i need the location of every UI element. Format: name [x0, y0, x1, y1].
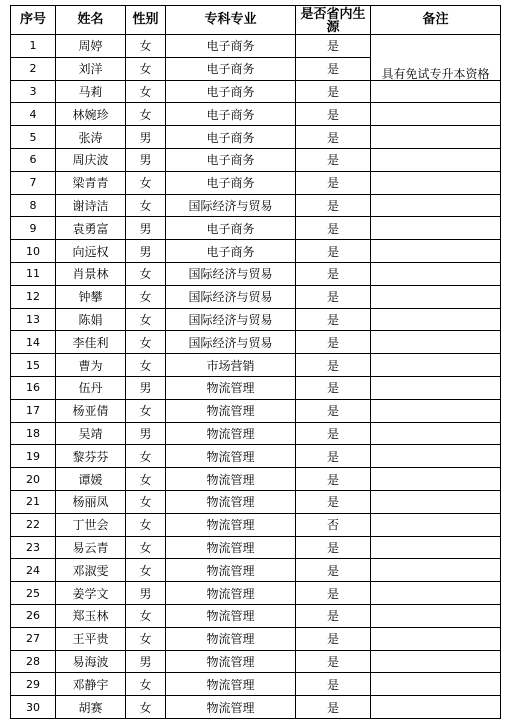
cell-no: 12 [11, 285, 56, 308]
cell-name: 肖景林 [56, 262, 126, 285]
cell-no: 20 [11, 468, 56, 491]
cell-in-province: 是 [296, 627, 371, 650]
cell-name: 杨丽凤 [56, 490, 126, 513]
cell-gender: 女 [126, 399, 166, 422]
table-row [11, 308, 501, 331]
table-row [11, 217, 501, 240]
table-row [11, 35, 501, 58]
table-row [11, 627, 501, 650]
cell-no: 22 [11, 513, 56, 536]
cell-gender: 女 [126, 559, 166, 582]
cell-major: 物流管理 [166, 673, 296, 696]
table-row [11, 445, 501, 468]
cell-note [371, 536, 501, 559]
cell-gender: 女 [126, 490, 166, 513]
cell-gender: 男 [126, 422, 166, 445]
cell-major: 市场营销 [166, 354, 296, 377]
cell-note [371, 354, 501, 377]
cell-major: 电子商务 [166, 57, 296, 80]
table-row [11, 673, 501, 696]
cell-gender: 男 [126, 240, 166, 263]
cell-no: 1 [11, 35, 56, 58]
cell-in-province: 是 [296, 308, 371, 331]
cell-in-province: 是 [296, 285, 371, 308]
cell-gender: 女 [126, 194, 166, 217]
cell-major: 物流管理 [166, 399, 296, 422]
cell-in-province: 是 [296, 445, 371, 468]
cell-gender: 女 [126, 308, 166, 331]
cell-name: 黎芬芬 [56, 445, 126, 468]
roster-body [11, 35, 501, 719]
cell-major: 电子商务 [166, 148, 296, 171]
table-row [11, 399, 501, 422]
cell-gender: 女 [126, 171, 166, 194]
cell-gender: 女 [126, 468, 166, 491]
cell-note [371, 217, 501, 240]
cell-major: 物流管理 [166, 376, 296, 399]
table-row [11, 513, 501, 536]
cell-major: 国际经济与贸易 [166, 331, 296, 354]
cell-no: 29 [11, 673, 56, 696]
cell-no: 18 [11, 422, 56, 445]
cell-note [371, 399, 501, 422]
cell-note [371, 422, 501, 445]
cell-in-province: 是 [296, 490, 371, 513]
header-name: 姓名 [56, 6, 126, 35]
cell-no: 17 [11, 399, 56, 422]
cell-no: 14 [11, 331, 56, 354]
cell-major: 国际经济与贸易 [166, 262, 296, 285]
cell-major: 电子商务 [166, 217, 296, 240]
cell-gender: 男 [126, 582, 166, 605]
cell-gender: 女 [126, 696, 166, 719]
cell-name: 钟攀 [56, 285, 126, 308]
cell-note [371, 376, 501, 399]
cell-in-province: 是 [296, 57, 371, 80]
cell-note [371, 331, 501, 354]
header-note: 备注 [371, 6, 501, 35]
cell-in-province: 是 [296, 559, 371, 582]
cell-in-province: 是 [296, 696, 371, 719]
cell-in-province: 否 [296, 513, 371, 536]
cell-name: 胡赛 [56, 696, 126, 719]
cell-in-province: 是 [296, 536, 371, 559]
cell-major: 国际经济与贸易 [166, 194, 296, 217]
cell-note [371, 262, 501, 285]
table-row [11, 376, 501, 399]
cell-no: 16 [11, 376, 56, 399]
cell-name: 周婷 [56, 35, 126, 58]
cell-note [371, 673, 501, 696]
cell-note [371, 582, 501, 605]
cell-name: 杨亚倩 [56, 399, 126, 422]
cell-name: 王平贵 [56, 627, 126, 650]
cell-major: 物流管理 [166, 536, 296, 559]
cell-major: 物流管理 [166, 445, 296, 468]
cell-in-province: 是 [296, 582, 371, 605]
cell-name: 曹为 [56, 354, 126, 377]
cell-gender: 女 [126, 536, 166, 559]
table-row [11, 171, 501, 194]
cell-note [371, 627, 501, 650]
table-row [11, 422, 501, 445]
cell-major: 物流管理 [166, 582, 296, 605]
cell-in-province: 是 [296, 194, 371, 217]
table-row [11, 126, 501, 149]
table-row [11, 331, 501, 354]
cell-gender: 男 [126, 148, 166, 171]
table-row [11, 559, 501, 582]
cell-in-province: 是 [296, 240, 371, 263]
cell-no: 3 [11, 80, 56, 103]
table-row [11, 240, 501, 263]
cell-name: 邓淑雯 [56, 559, 126, 582]
cell-no: 8 [11, 194, 56, 217]
cell-gender: 女 [126, 80, 166, 103]
cell-note [371, 490, 501, 513]
cell-no: 23 [11, 536, 56, 559]
cell-major: 物流管理 [166, 468, 296, 491]
cell-note [371, 650, 501, 673]
note-cell-top [371, 35, 501, 81]
table-row [11, 103, 501, 126]
cell-in-province: 是 [296, 148, 371, 171]
cell-name: 张涛 [56, 126, 126, 149]
cell-gender: 男 [126, 126, 166, 149]
cell-no: 28 [11, 650, 56, 673]
cell-name: 林婉珍 [56, 103, 126, 126]
cell-gender: 男 [126, 217, 166, 240]
cell-gender: 男 [126, 376, 166, 399]
cell-in-province: 是 [296, 80, 371, 103]
cell-name: 向远权 [56, 240, 126, 263]
table-row [11, 604, 501, 627]
cell-name: 丁世会 [56, 513, 126, 536]
cell-in-province: 是 [296, 468, 371, 491]
cell-no: 6 [11, 148, 56, 171]
note-text: 具有免试专升本资格 [381, 67, 490, 81]
cell-gender: 女 [126, 57, 166, 80]
cell-no: 10 [11, 240, 56, 263]
cell-major: 物流管理 [166, 422, 296, 445]
table-row [11, 354, 501, 377]
cell-in-province: 是 [296, 331, 371, 354]
header-no: 序号 [11, 6, 56, 35]
table-row [11, 696, 501, 719]
cell-in-province: 是 [296, 103, 371, 126]
cell-name: 吴靖 [56, 422, 126, 445]
cell-in-province: 是 [296, 673, 371, 696]
cell-gender: 女 [126, 627, 166, 650]
cell-note [371, 445, 501, 468]
cell-major: 电子商务 [166, 171, 296, 194]
cell-major: 物流管理 [166, 604, 296, 627]
cell-gender: 女 [126, 354, 166, 377]
cell-name: 易云青 [56, 536, 126, 559]
cell-major: 电子商务 [166, 80, 296, 103]
cell-major: 国际经济与贸易 [166, 285, 296, 308]
cell-major: 电子商务 [166, 103, 296, 126]
cell-gender: 女 [126, 673, 166, 696]
cell-gender: 女 [126, 262, 166, 285]
cell-gender: 女 [126, 331, 166, 354]
cell-major: 物流管理 [166, 490, 296, 513]
cell-major: 物流管理 [166, 559, 296, 582]
cell-note [371, 513, 501, 536]
cell-name: 郑玉林 [56, 604, 126, 627]
cell-name: 伍丹 [56, 376, 126, 399]
cell-no: 21 [11, 490, 56, 513]
cell-note [371, 559, 501, 582]
cell-name: 马莉 [56, 80, 126, 103]
cell-note [371, 308, 501, 331]
header-gender: 性别 [126, 6, 166, 35]
table-row [11, 468, 501, 491]
table-row [11, 650, 501, 673]
student-roster-table [10, 5, 501, 719]
cell-note [371, 103, 501, 126]
header-in-province: 是否省内生源 [296, 6, 371, 35]
cell-gender: 女 [126, 513, 166, 536]
cell-in-province: 是 [296, 126, 371, 149]
cell-no: 4 [11, 103, 56, 126]
cell-note [371, 285, 501, 308]
cell-in-province: 是 [296, 650, 371, 673]
cell-name: 邓静宇 [56, 673, 126, 696]
cell-in-province: 是 [296, 217, 371, 240]
cell-no: 15 [11, 354, 56, 377]
table-row [11, 285, 501, 308]
cell-no: 24 [11, 559, 56, 582]
cell-name: 李佳利 [56, 331, 126, 354]
cell-in-province: 是 [296, 171, 371, 194]
cell-in-province: 是 [296, 399, 371, 422]
cell-name: 袁勇富 [56, 217, 126, 240]
cell-no: 30 [11, 696, 56, 719]
cell-no: 5 [11, 126, 56, 149]
cell-in-province: 是 [296, 35, 371, 58]
cell-major: 物流管理 [166, 650, 296, 673]
cell-in-province: 是 [296, 604, 371, 627]
cell-name: 姜学文 [56, 582, 126, 605]
header-row [11, 6, 501, 35]
cell-name: 谭媛 [56, 468, 126, 491]
cell-no: 25 [11, 582, 56, 605]
table-row [11, 536, 501, 559]
cell-in-province: 是 [296, 354, 371, 377]
cell-major: 国际经济与贸易 [166, 308, 296, 331]
cell-no: 11 [11, 262, 56, 285]
cell-note [371, 80, 501, 103]
cell-no: 26 [11, 604, 56, 627]
cell-no: 9 [11, 217, 56, 240]
cell-note [371, 126, 501, 149]
cell-no: 7 [11, 171, 56, 194]
cell-major: 物流管理 [166, 627, 296, 650]
cell-in-province: 是 [296, 376, 371, 399]
cell-note [371, 240, 501, 263]
cell-in-province: 是 [296, 422, 371, 445]
cell-major: 物流管理 [166, 513, 296, 536]
cell-no: 19 [11, 445, 56, 468]
cell-note [371, 194, 501, 217]
table-row [11, 582, 501, 605]
cell-note [371, 148, 501, 171]
table-row [11, 490, 501, 513]
cell-gender: 女 [126, 35, 166, 58]
cell-major: 电子商务 [166, 240, 296, 263]
table-row [11, 80, 501, 103]
cell-name: 梁青青 [56, 171, 126, 194]
cell-note [371, 171, 501, 194]
cell-name: 刘洋 [56, 57, 126, 80]
cell-note [371, 468, 501, 491]
header-major: 专科专业 [166, 6, 296, 35]
cell-name: 陈娟 [56, 308, 126, 331]
cell-gender: 女 [126, 445, 166, 468]
cell-major: 物流管理 [166, 696, 296, 719]
cell-gender: 女 [126, 103, 166, 126]
cell-name: 周庆波 [56, 148, 126, 171]
cell-no: 2 [11, 57, 56, 80]
cell-no: 27 [11, 627, 56, 650]
cell-major: 电子商务 [166, 35, 296, 58]
cell-gender: 女 [126, 285, 166, 308]
cell-note [371, 604, 501, 627]
cell-in-province: 是 [296, 262, 371, 285]
table-row [11, 194, 501, 217]
table-row [11, 262, 501, 285]
cell-gender: 女 [126, 604, 166, 627]
cell-name: 谢诗洁 [56, 194, 126, 217]
cell-gender: 男 [126, 650, 166, 673]
cell-no: 13 [11, 308, 56, 331]
table-row [11, 148, 501, 171]
cell-name: 易海波 [56, 650, 126, 673]
cell-note [371, 696, 501, 719]
cell-major: 电子商务 [166, 126, 296, 149]
